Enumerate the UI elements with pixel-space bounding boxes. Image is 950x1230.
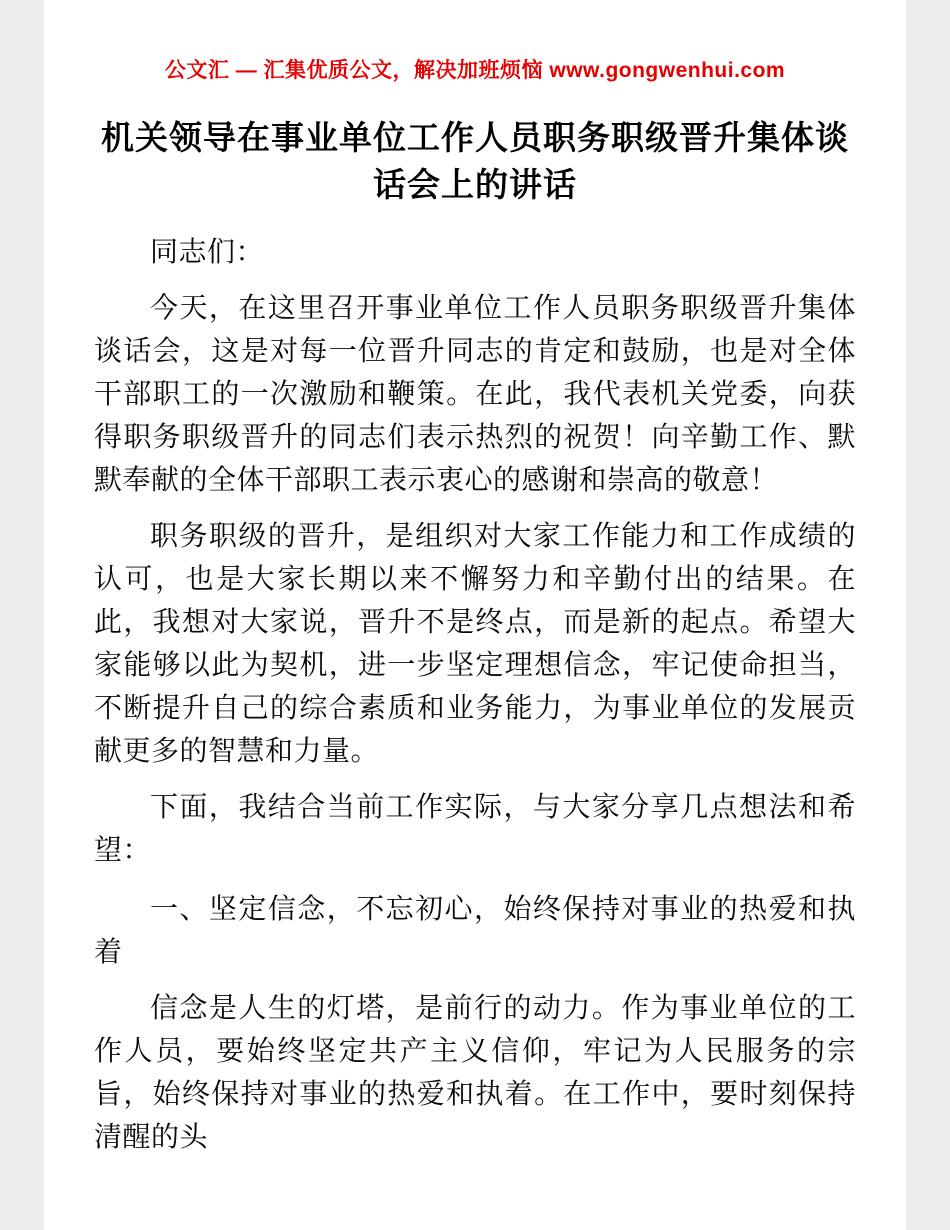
document-page [44,0,906,1230]
site-brand-header: 公文汇 — 汇集优质公文，解决加班烦恼 www.gongwenhui.com [164,59,786,82]
document-title: 机关领导在事业单位工作人员职务职级晋升集体谈话会上的讲话 [101,119,849,203]
paragraph: 信念是人生的灯塔，是前行的动力。作为事业单位的工作人员，要始终坚定共产主义信仰，牢记为人民服务的宗旨，始终保持对事业的热爱和执着。在工作中，要时刻保持清醒的头 [94,992,856,1152]
section-heading: 一、坚定信念，不忘初心，始终保持对事业的热爱和执着 [94,893,856,967]
document-body [94,230,856,1158]
paragraph: 职务职级的晋升，是组织对大家工作能力和工作成绩的认可，也是大家长期以来不懈努力和辛勤付出的结果。在此，我想对大家说，晋升不是终点，而是新的起点。希望大家能够以此为契机，进一步坚定理想信念，牢记使命担当，不断提升自己的综合素质和业务能力，为事业单位的发展贡献更多的智慧和力量。 [94,520,856,766]
paragraph: 下面，我结合当前工作实际，与大家分享几点想法和希望： [94,791,856,865]
paragraph: 今天，在这里召开事业单位工作人员职务职级晋升集体谈话会，这是对每一位晋升同志的肯定和鼓励，也是对全体干部职工的一次激励和鞭策。在此，我代表机关党委，向获得职务职级晋升的同志们表示热烈的祝贺！向辛勤工作、默默奉献的全体干部职工表示衷心的感谢和崇高的敬意！ [94,292,856,495]
paragraph-salutation: 同志们： [150,236,265,267]
